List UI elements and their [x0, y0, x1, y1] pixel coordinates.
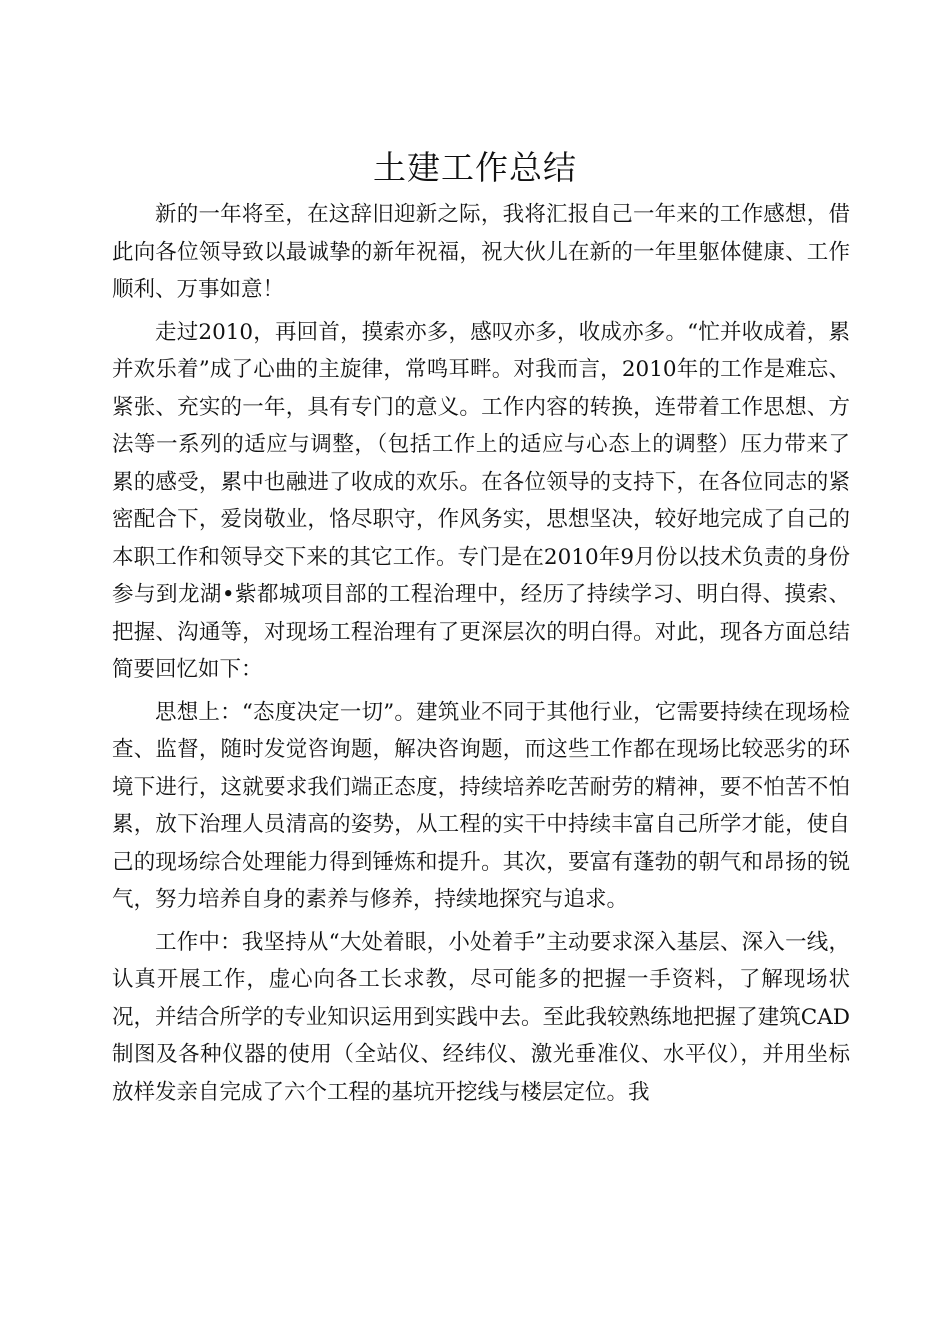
paragraph-greeting: 新的一年将至，在这辞旧迎新之际，我将汇报自己一年来的工作感想，借此向各位领导致以最诚挚的新年祝福，祝大伙儿在新的一年里躯体健康、工作顺利、万事如意！ [112, 202, 850, 302]
document-body [112, 196, 850, 1116]
paragraph-review-2010: 走过2010，再回首，摸索亦多，感叹亦多，收成亦多。“忙并收成着，累并欢乐着”成了心曲的主旋律，常鸣耳畔。对我而言，2010年的工作是难忘、紧张、充实的一年，具有专门的意义。工作内容的转换，连带着工作思想、方法等一系列的适应与调整，（包括工作上的适应与心态上的调整）压力带来了累的感受，累中也融进了收成的欢乐。在各位领导的支持下，在各位同志的紧密配合下，爱岗敬业，恪尽职守，作风务实，思想坚决，较好地完成了自己的本职工作和领导交下来的其它工作。专门是在2010年9月份以技术负责的身份参与到龙湖•紫都城项目部的工程治理中，经历了持续学习、明白得、摸索、把握、沟通等，对现场工程治理有了更深层次的明白得。对此，现各方面总结简要回忆如下： [112, 319, 850, 682]
document-title: 土建工作总结 [373, 148, 577, 187]
paragraph-ideology: 思想上：“态度决定一切”。建筑业不同于其他行业，它需要持续在现场检查、监督，随时发觉咨询题，解决咨询题，而这些工作都在现场比较恶劣的环境下进行，这就要求我们端正态度，持续培养吃苦耐劳的精神，要不怕苦不怕累，放下治理人员清高的姿势，从工程的实干中持续丰富自己所学才能，使自己的现场综合处理能力得到锤炼和提升。其次，要富有蓬勃的朝气和昂扬的锐气，努力培养自身的素养与修养，持续地探究与追求。 [112, 699, 850, 912]
paragraph-work: 工作中：我坚持从“大处着眼，小处着手”主动要求深入基层、深入一线，认真开展工作，虚心向各工长求教，尽可能多的把握一手资料，了解现场状况，并结合所学的专业知识运用到实践中去。至此我较熟练地把握了建筑CAD制图及各种仪器的使用（全站仪、经纬仪、激光垂准仪、水平仪），并用坐标放样发亲自完成了六个工程的基坑开挖线与楼层定位。我 [112, 929, 850, 1105]
